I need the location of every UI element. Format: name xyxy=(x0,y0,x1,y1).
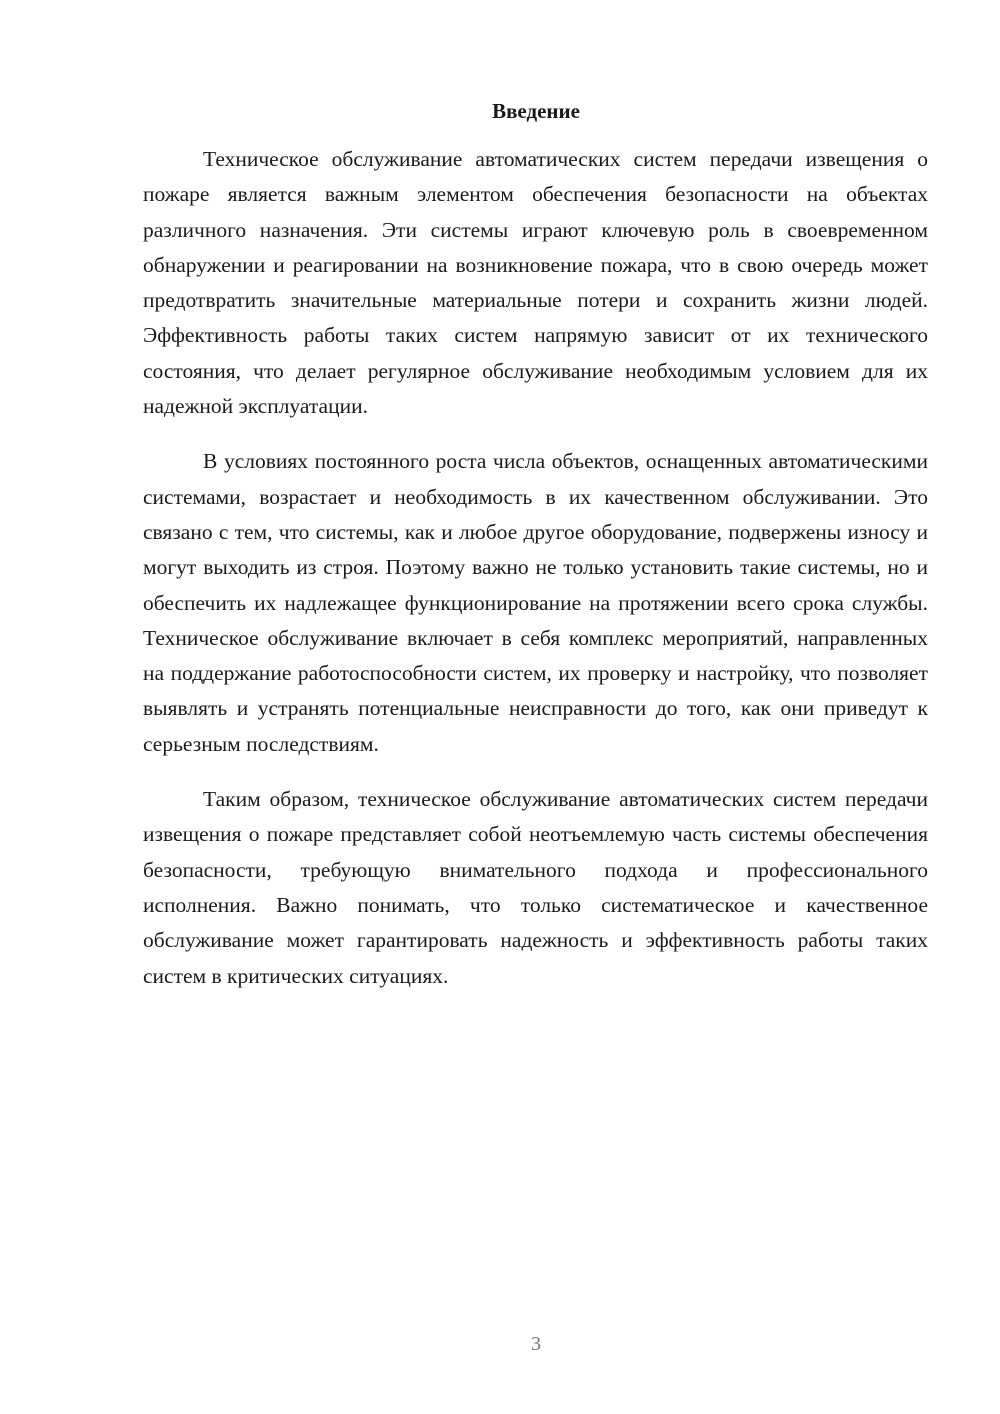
paragraph-3: Таким образом, техническое обслуживание автоматических систем передачи извещения о пожаре представляет собой неотъемлемую часть системы обеспечения безопасности, требующую внимательного подхода и профессионального исполнения. Важно понимать, что только систематическое и качественное обслуживание может гарантировать надежность и эффективность работы таких систем в критических ситуациях. xyxy=(143,787,928,988)
paragraph-2: В условиях постоянного роста числа объектов, оснащенных автоматическими системами, возрастает и необходимость в их качественном обслуживании. Это связано с тем, что системы, как и любое другое оборудование, подвержены износу и могут выходить из строя. Поэтому важно не только установить такие системы, но и обеспечить их надлежащее функционирование на протяжении всего срока службы. Техническое обслуживание включает в себя комплекс мероприятий, направленных на поддержание работоспособности систем, их проверку и настройку, что позволяет выявлять и устранять потенциальные неисправности до того, как они приведут к серьезным последствиям. xyxy=(143,449,928,756)
body-text xyxy=(143,142,928,1014)
paragraph-1: Техническое обслуживание автоматических систем передачи извещения о пожаре является важным элементом обеспечения безопасности на объектах различного назначения. Эти системы играют ключевую роль в своевременном обнаружении и реагировании на возникновение пожара, что в свою очередь может предотвратить значительные материальные потери и сохранить жизни людей. Эффективность работы таких систем напрямую зависит от их технического состояния, что делает регулярное обслуживание необходимым условием для их надежной эксплуатации. xyxy=(143,147,928,419)
section-heading: Введение xyxy=(492,99,580,123)
page-number: 3 xyxy=(531,1333,541,1355)
